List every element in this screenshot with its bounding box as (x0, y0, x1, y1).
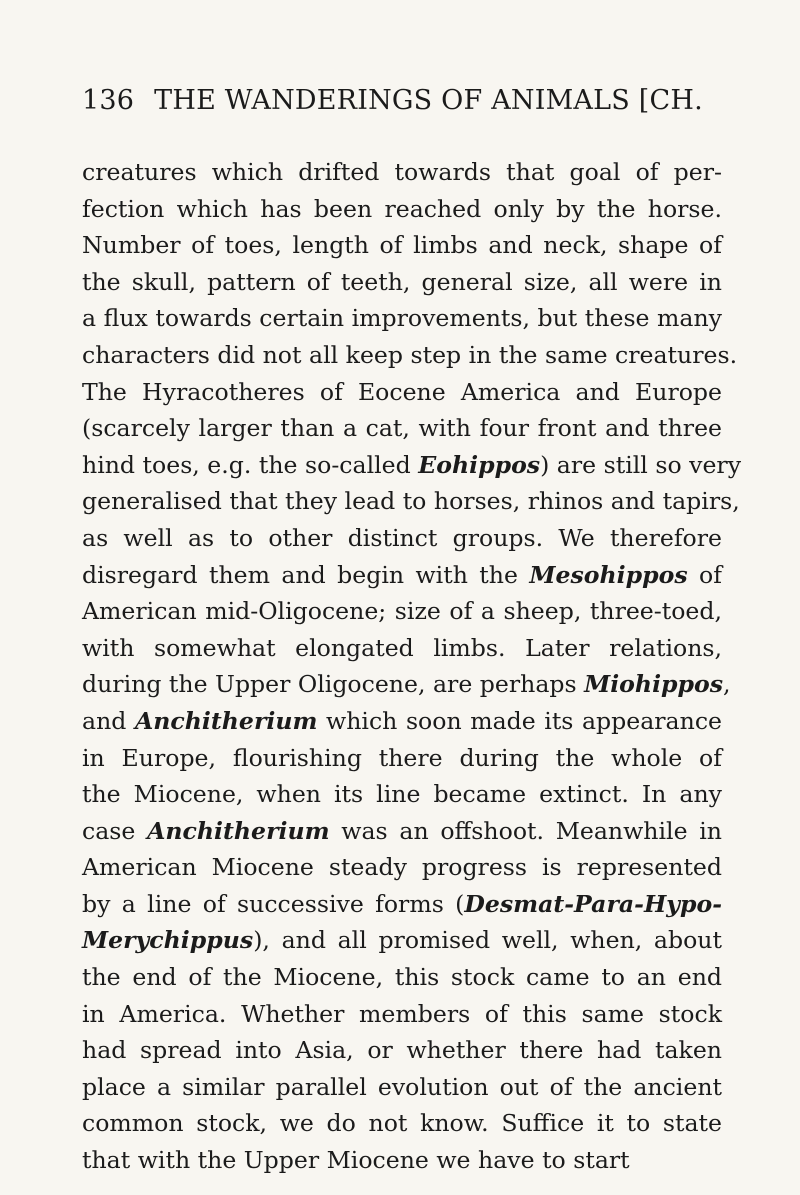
text-line: common stock, we do not know. Suffice it to state (82, 1109, 722, 1138)
italic-taxon: Eohippos (418, 450, 541, 479)
italic-taxon: Anchitherium (147, 816, 330, 845)
text-line: Number of toes, length of limbs and neck, shape of (82, 231, 722, 260)
italic-taxon: Desmat-Para-Hypo- (464, 889, 722, 918)
text-line: during the Upper Oligocene, are perhaps Miohippos, (82, 670, 731, 699)
text-line: disregard them and begin with the Mesohippos of (82, 560, 722, 589)
text-line: generalised that they lead to horses, rhinos and tapirs, (82, 487, 740, 516)
body-text (82, 154, 742, 1179)
text-line: in Europe, flourishing there during the whole of (82, 743, 722, 772)
text-line: the end of the Miocene, this stock came to an end (82, 963, 722, 992)
text-line: place a similar parallel evolution out of the ancient (82, 1072, 722, 1101)
text-line: by a line of successive forms (Desmat-Para-Hypo- (82, 889, 722, 918)
text-line: the skull, pattern of teeth, general size, all were in (82, 267, 722, 296)
text-line: that with the Upper Miocene we have to start (82, 1146, 630, 1175)
italic-taxon: Mesohippos (529, 560, 688, 589)
text-line: characters did not all keep step in the same creatures. (82, 340, 738, 369)
italic-taxon: Anchitherium (134, 706, 318, 735)
running-title: THE WANDERINGS OF ANIMALS [CH. (154, 85, 703, 116)
text-line: creatures which drifted towards that goal of per- (82, 158, 722, 186)
text-line: in America. Whether members of this same stock (82, 999, 722, 1028)
text-line: Merychippus), and all promised well, when, about (82, 926, 722, 955)
italic-taxon: Merychippus (82, 926, 254, 955)
text-line: The Hyracotheres of Eocene America and Europe (82, 377, 722, 406)
text-line: fection which has been reached only by the horse. (82, 194, 722, 223)
text-line: American Miocene steady progress is represented (82, 853, 722, 882)
text-line: had spread into Asia, or whether there had taken (82, 1036, 722, 1065)
text-line: case Anchitherium was an offshoot. Meanwhile in (82, 816, 722, 845)
text-line: hind toes, e.g. the so-called Eohippos) are still so very (82, 450, 742, 479)
text-line: with somewhat elongated limbs. Later relations, (82, 633, 722, 662)
text-line: a flux towards certain improvements, but these many (82, 304, 722, 333)
text-line: (scarcely larger than a cat, with four front and three (82, 414, 722, 443)
text-line: American mid-Oligocene; size of a sheep, three-toed, (82, 597, 722, 626)
page-number: 136 (82, 85, 135, 116)
text-line: as well as to other distinct groups. We therefore (82, 523, 722, 552)
text-line: and Anchitherium which soon made its appearance (82, 706, 722, 735)
italic-taxon: Miohippos (584, 670, 724, 699)
text-line: the Miocene, when its line became extinct. In any (82, 780, 722, 809)
page-header (82, 85, 742, 116)
